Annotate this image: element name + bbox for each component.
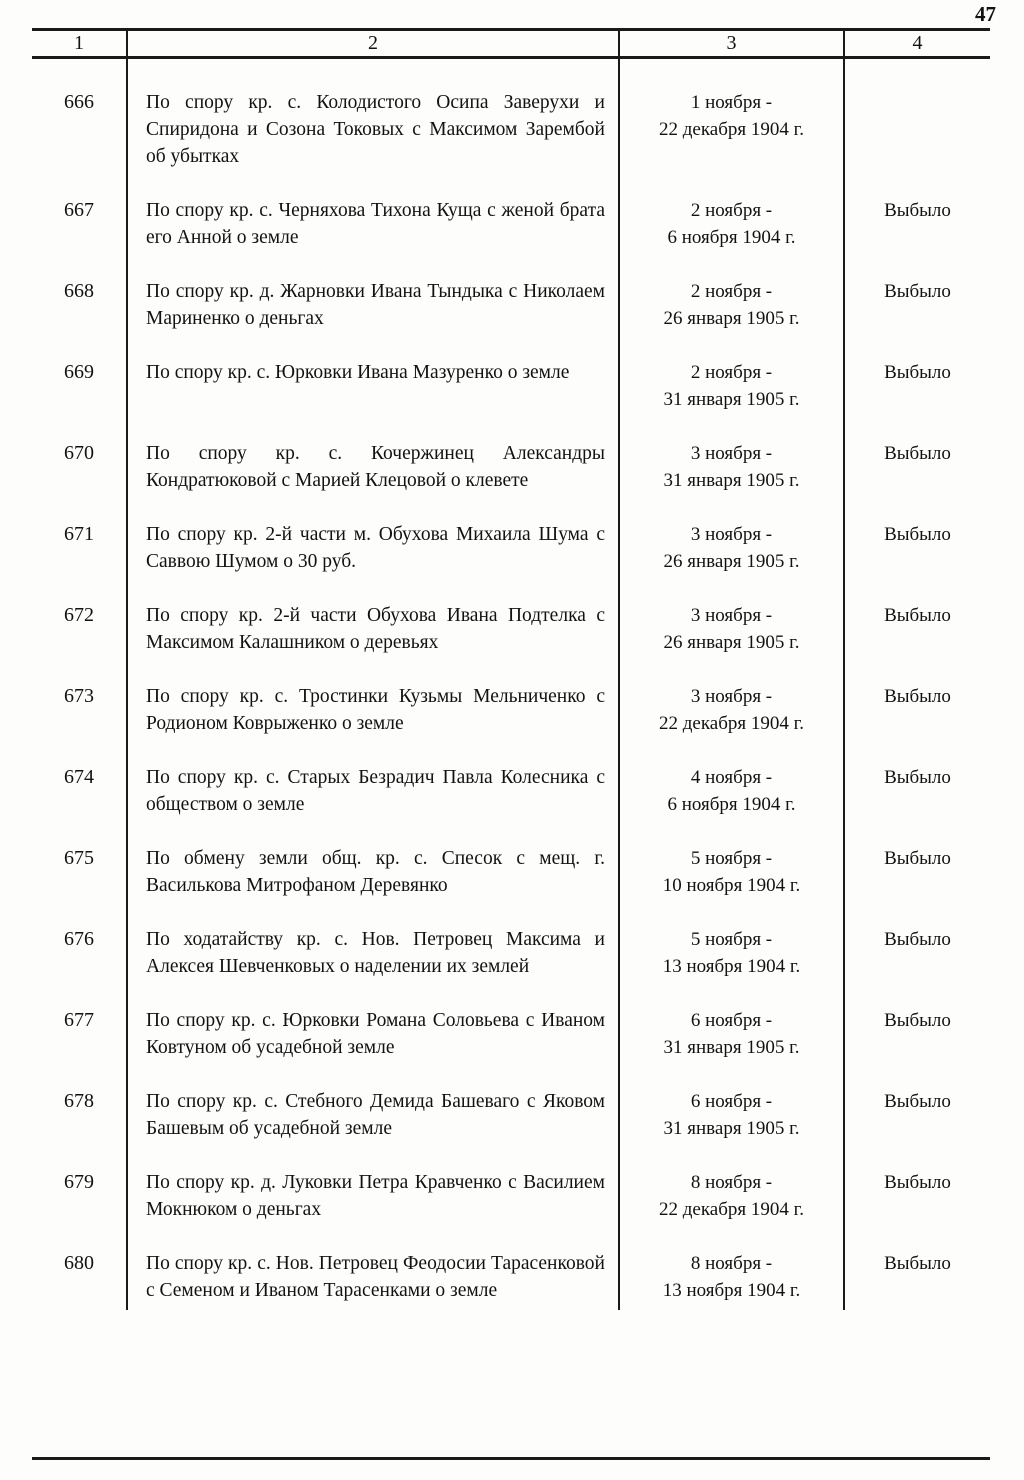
table-row: [32, 1088, 990, 1169]
case-date-to: 6 ноября 1904 г.: [667, 794, 796, 815]
case-status: Выбыло: [884, 1091, 951, 1112]
case-number-cell: [32, 197, 128, 278]
case-date-to: 6 ноября 1904 г.: [667, 227, 796, 248]
case-date-from: 3 ноября -: [690, 686, 773, 707]
table-row: [32, 1169, 990, 1250]
table-row: [32, 1007, 990, 1088]
case-description: По спору кр. с. Юрковки Ивана Мазуренко о земле: [146, 362, 570, 383]
case-status-cell: [845, 59, 990, 197]
case-date-from: 8 ноября -: [690, 1172, 773, 1193]
case-description-cell: [128, 1250, 620, 1310]
table-row: [32, 440, 990, 521]
case-dates-cell: [620, 278, 845, 359]
case-number: 667: [64, 199, 94, 221]
case-status-cell: [845, 926, 990, 1007]
case-date-from: 6 ноября -: [690, 1010, 773, 1031]
table-body: [32, 59, 990, 1460]
table-row: [32, 764, 990, 845]
case-date-to: 26 января 1905 г.: [663, 632, 800, 653]
case-status-cell: [845, 1250, 990, 1310]
column-header-2: 2: [128, 31, 620, 56]
case-date-from: 1 ноября -: [690, 92, 773, 113]
case-number: 669: [64, 361, 94, 383]
case-description: По спору кр. 2-й части Обухова Ивана Подтелка с Максимом Калашником о деревьях: [146, 605, 605, 653]
case-status: Выбыло: [884, 1010, 951, 1031]
case-dates-cell: [620, 197, 845, 278]
case-description-cell: [128, 197, 620, 278]
table-row: [32, 521, 990, 602]
case-description-cell: [128, 278, 620, 359]
case-date-to: 22 декабря 1904 г.: [658, 713, 805, 734]
case-dates-cell: [620, 683, 845, 764]
case-status-cell: [845, 845, 990, 926]
case-description: По спору кр. с. Колодистого Осипа Заверухи и Спиридона и Созона Токовых с Максимом Зарембой об убытках: [146, 92, 605, 167]
register-table: [32, 28, 990, 1460]
case-number: 671: [64, 523, 94, 545]
case-description-cell: [128, 683, 620, 764]
case-date-from: 2 ноября -: [690, 200, 773, 221]
case-status-cell: [845, 764, 990, 845]
case-number-cell: [32, 764, 128, 845]
case-date-from: 3 ноября -: [690, 605, 773, 626]
case-description-cell: [128, 1088, 620, 1169]
case-description: По спору кр. д. Жарновки Ивана Тындыка с Николаем Мариненко о деньгах: [146, 281, 605, 329]
case-status: Выбыло: [884, 1172, 951, 1193]
table-row: [32, 278, 990, 359]
case-status-cell: [845, 602, 990, 683]
case-number: 666: [64, 91, 94, 113]
case-date-from: 4 ноября -: [690, 767, 773, 788]
table-row: [32, 359, 990, 440]
case-description-cell: [128, 1169, 620, 1250]
case-date-from: 3 ноября -: [690, 443, 773, 464]
case-number: 674: [64, 766, 94, 788]
case-description-cell: [128, 359, 620, 440]
table-row: [32, 845, 990, 926]
table-row: [32, 926, 990, 1007]
case-date-to: 13 ноября 1904 г.: [662, 1280, 801, 1301]
case-status-cell: [845, 1007, 990, 1088]
case-date-to: 26 января 1905 г.: [663, 308, 800, 329]
case-status: Выбыло: [884, 605, 951, 626]
case-date-from: 5 ноября -: [690, 929, 773, 950]
case-status-cell: [845, 359, 990, 440]
case-description: По спору кр. 2-й части м. Обухова Михаила Шума с Саввою Шумом о 30 руб.: [146, 524, 605, 572]
case-number: 673: [64, 685, 94, 707]
case-description-cell: [128, 1007, 620, 1088]
case-status: Выбыло: [884, 443, 951, 464]
case-description-cell: [128, 602, 620, 683]
case-number-cell: [32, 1250, 128, 1310]
case-status: Выбыло: [884, 362, 951, 383]
case-date-from: 8 ноября -: [690, 1253, 773, 1274]
case-number-cell: [32, 1088, 128, 1169]
case-status: Выбыло: [884, 929, 951, 950]
case-description-cell: [128, 764, 620, 845]
case-description: По спору кр. д. Луковки Петра Кравченко с Василием Мокнюком о деньгах: [146, 1172, 605, 1220]
case-description: По ходатайству кр. с. Нов. Петровец Максима и Алексея Шевченковых о наделении их землей: [146, 929, 605, 977]
case-status: Выбыло: [884, 767, 951, 788]
case-description: По спору кр. с. Нов. Петровец Феодосии Тарасенковой с Семеном и Иваном Тарасенками о земле: [146, 1253, 605, 1301]
case-date-to: 31 января 1905 г.: [663, 1037, 800, 1058]
case-number: 670: [64, 442, 94, 464]
case-dates-cell: [620, 1007, 845, 1088]
case-number-cell: [32, 602, 128, 683]
case-description-cell: [128, 926, 620, 1007]
case-description: По спору кр. с. Юрковки Романа Соловьева с Иваном Ковтуном об усадебной земле: [146, 1010, 605, 1058]
case-description: По обмену земли общ. кр. с. Спесок с мещ. г. Василькова Митрофаном Деревянко: [146, 848, 605, 896]
case-dates-cell: [620, 764, 845, 845]
case-number-cell: [32, 440, 128, 521]
case-dates-cell: [620, 1250, 845, 1310]
case-date-from: 5 ноября -: [690, 848, 773, 869]
case-description: По спору кр. с. Старых Безрадич Павла Колесника с обществом о земле: [146, 767, 605, 815]
case-status: Выбыло: [884, 1253, 951, 1274]
case-number-cell: [32, 521, 128, 602]
case-number: 677: [64, 1009, 94, 1031]
table-row: [32, 59, 990, 197]
case-number: 680: [64, 1252, 94, 1274]
case-date-to: 22 декабря 1904 г.: [658, 119, 805, 140]
case-description: По спору кр. с. Стебного Демида Башеваго с Яковом Башевым об усадебной земле: [146, 1091, 605, 1139]
case-date-to: 13 ноября 1904 г.: [662, 956, 801, 977]
case-status: Выбыло: [884, 200, 951, 221]
case-description-cell: [128, 845, 620, 926]
case-date-from: 2 ноября -: [690, 362, 773, 383]
case-number: 679: [64, 1171, 94, 1193]
case-dates-cell: [620, 926, 845, 1007]
case-dates-cell: [620, 602, 845, 683]
case-dates-cell: [620, 845, 845, 926]
case-number: 672: [64, 604, 94, 626]
case-description: По спору кр. с. Кочержинец Александры Кондратюковой с Марией Клецовой о клевете: [146, 443, 605, 491]
case-description-cell: [128, 440, 620, 521]
case-number-cell: [32, 359, 128, 440]
case-number-cell: [32, 278, 128, 359]
case-number: 668: [64, 280, 94, 302]
case-dates-cell: [620, 440, 845, 521]
case-status: Выбыло: [884, 281, 951, 302]
case-status: Выбыло: [884, 848, 951, 869]
table-row: [32, 197, 990, 278]
case-number-cell: [32, 1169, 128, 1250]
case-status-cell: [845, 1088, 990, 1169]
table-row: [32, 683, 990, 764]
case-date-to: 22 декабря 1904 г.: [658, 1199, 805, 1220]
case-dates-cell: [620, 1088, 845, 1169]
case-number-cell: [32, 926, 128, 1007]
case-date-from: 3 ноября -: [690, 524, 773, 545]
case-number-cell: [32, 683, 128, 764]
case-date-from: 6 ноября -: [690, 1091, 773, 1112]
case-status-cell: [845, 683, 990, 764]
case-dates-cell: [620, 521, 845, 602]
case-status: Выбыло: [884, 686, 951, 707]
case-number: 678: [64, 1090, 94, 1112]
case-description-cell: [128, 521, 620, 602]
case-date-to: 31 января 1905 г.: [663, 470, 800, 491]
case-status-cell: [845, 278, 990, 359]
case-number: 675: [64, 847, 94, 869]
case-number: 676: [64, 928, 94, 950]
case-dates-cell: [620, 359, 845, 440]
case-status: Выбыло: [884, 524, 951, 545]
case-date-to: 31 января 1905 г.: [663, 1118, 800, 1139]
case-number-cell: [32, 59, 128, 197]
case-description: По спору кр. с. Тростинки Кузьмы Мельниченко с Родионом Коврыженко о земле: [146, 686, 605, 734]
column-header-3: 3: [620, 31, 845, 56]
case-status-cell: [845, 521, 990, 602]
table-row: [32, 602, 990, 683]
column-header-1: 1: [32, 31, 128, 56]
column-header-4: 4: [912, 32, 923, 54]
case-status-cell: [845, 440, 990, 521]
case-dates-cell: [620, 1169, 845, 1250]
case-description-cell: [128, 59, 620, 197]
case-date-to: 26 января 1905 г.: [663, 551, 800, 572]
page-number: 47: [975, 2, 996, 26]
case-number-cell: [32, 1007, 128, 1088]
case-status-cell: [845, 1169, 990, 1250]
case-dates-cell: [620, 59, 845, 197]
case-date-to: 10 ноября 1904 г.: [662, 875, 801, 896]
case-number-cell: [32, 845, 128, 926]
table-header-row: [32, 28, 990, 59]
table-row: [32, 1250, 990, 1310]
case-description: По спору кр. с. Черняхова Тихона Куща с женой брата его Анной о земле: [146, 200, 605, 248]
case-status-cell: [845, 197, 990, 278]
case-date-to: 31 января 1905 г.: [663, 389, 800, 410]
case-date-from: 2 ноября -: [690, 281, 773, 302]
